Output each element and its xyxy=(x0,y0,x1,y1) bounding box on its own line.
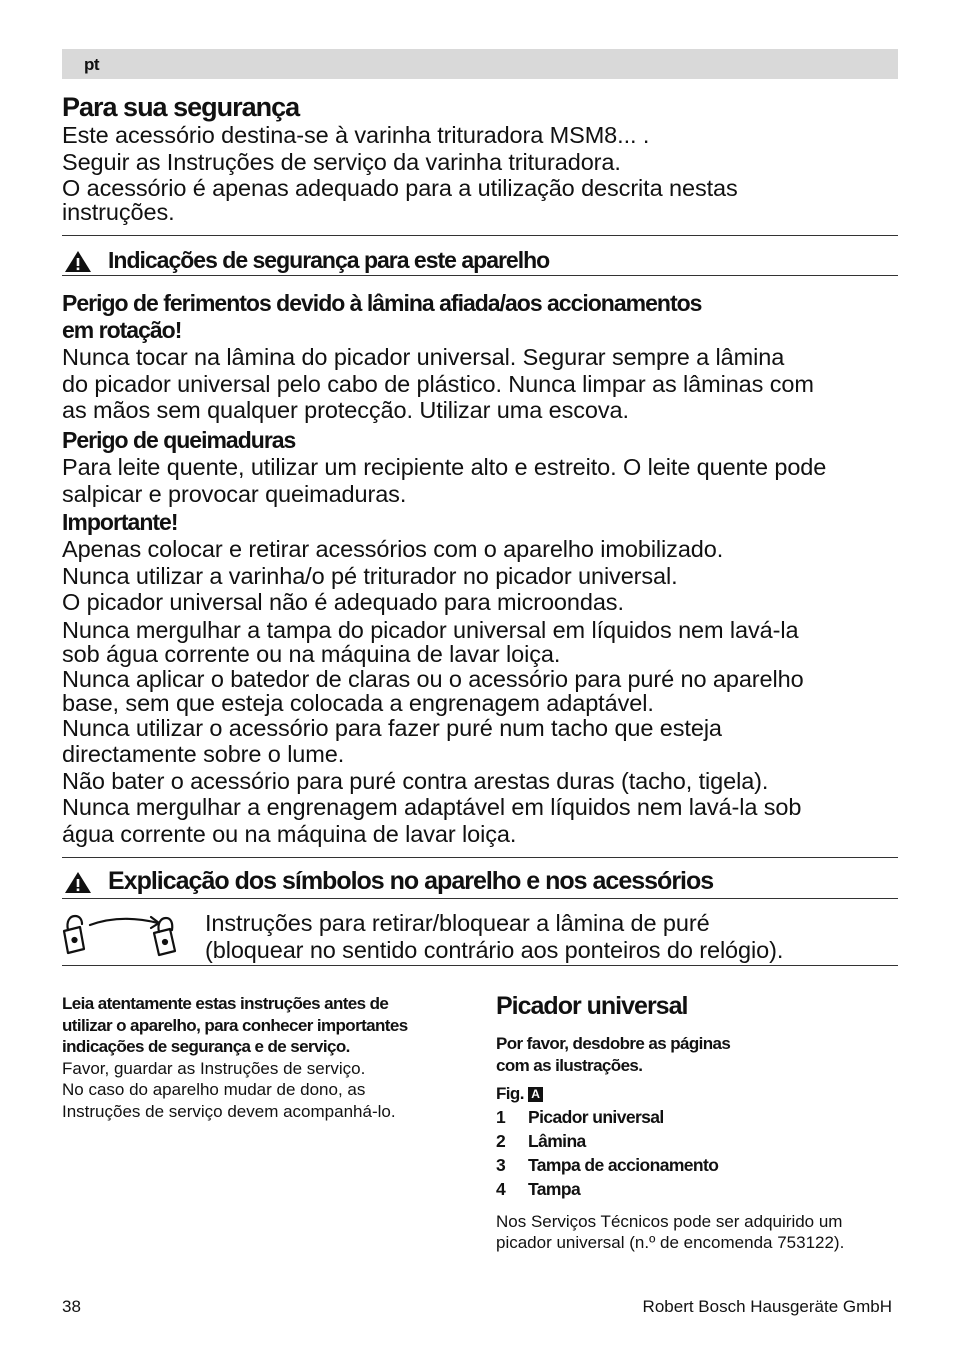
list-item xyxy=(496,1153,898,1177)
text-line: Favor, guardar as Instruções de serviço. xyxy=(62,1058,366,1078)
item-label: Tampa xyxy=(528,1178,581,1199)
indications-header xyxy=(62,247,549,274)
item-number: 3 xyxy=(496,1154,506,1175)
symbols-header xyxy=(62,868,713,895)
danger-injury-title: Perigo de ferimentos devido à lâmina afiada/aos accionamentos xyxy=(62,290,702,316)
item-number: 2 xyxy=(496,1130,506,1151)
page-number: 38 xyxy=(62,1297,81,1316)
text-line: Por favor, desdobre as páginas xyxy=(496,1034,731,1053)
lock-symbol-text xyxy=(205,910,783,963)
divider xyxy=(62,965,898,966)
text-line: Não bater o acessório para puré contra arestas duras (tacho, tigela). xyxy=(62,767,769,794)
text-line: Nunca aplicar o batedor de claras ou o acessório para puré no aparelho xyxy=(62,665,804,692)
text-line: instruções. xyxy=(62,198,175,225)
language-bar xyxy=(62,49,898,79)
list-item xyxy=(496,1129,898,1153)
text-line: com as ilustrações. xyxy=(496,1055,643,1075)
danger-burn-section xyxy=(62,427,826,507)
text-line: Este acessório destina-se à varinha trituradora MSM8... . xyxy=(62,122,650,148)
text-line: Nunca tocar na lâmina do picador universal. Segurar sempre a lâmina xyxy=(62,344,785,370)
safety-text xyxy=(62,122,738,225)
text-line: Nunca mergulhar a tampa do picador universal em líquidos nem lavá-la xyxy=(62,616,799,643)
text-line: Nos Serviços Técnicos pode ser adquirido um xyxy=(496,1211,843,1231)
fig-reference xyxy=(496,1083,898,1105)
important-title: Importante! xyxy=(62,509,178,535)
text-line: Instruções de serviço devem acompanhá-lo. xyxy=(62,1101,396,1121)
item-number: 4 xyxy=(496,1178,506,1199)
divider xyxy=(62,275,898,276)
divider xyxy=(62,898,898,899)
text-line: base, sem que esteja colocada a engrenagem adaptável. xyxy=(62,690,654,716)
danger-injury-title: em rotação! xyxy=(62,317,182,343)
item-label: Lâmina xyxy=(528,1130,586,1151)
text-line: directamente sobre o lume. xyxy=(62,741,345,767)
text-line: indicações de segurança e de serviço. xyxy=(62,1037,350,1056)
safety-title: Para sua segurança xyxy=(62,92,300,122)
left-column xyxy=(62,993,472,1122)
text-line: Nunca utilizar a varinha/o pé triturador no picador universal. xyxy=(62,562,678,589)
divider xyxy=(62,235,898,236)
language-code: pt xyxy=(84,55,100,74)
item-label: Tampa de accionamento xyxy=(528,1154,719,1175)
text-line: (bloquear no sentido contrário aos ponteiros do relógio). xyxy=(205,936,784,963)
danger-injury-section xyxy=(62,290,814,424)
fig-label: Fig. xyxy=(496,1084,524,1103)
text-line: No caso do aparelho mudar de dono, as xyxy=(62,1080,366,1099)
picador-title: Picador universal xyxy=(496,992,688,1020)
text-line: Instruções para retirar/bloquear a lâmina de puré xyxy=(205,910,710,936)
text-line: O picador universal não é adequado para microondas. xyxy=(62,589,624,615)
important-section xyxy=(62,509,804,847)
right-column xyxy=(496,991,898,1254)
text-line: O acessório é apenas adequado para a utilização descrita nestas xyxy=(62,175,738,201)
company-name: Robert Bosch Hausgeräte GmbH xyxy=(642,1297,892,1316)
list-item xyxy=(496,1105,898,1129)
text-line: do picador universal pelo cabo de plástico. Nunca limpar as lâminas com xyxy=(62,370,814,397)
text-line: as mãos sem qualquer protecção. Utilizar uma escova. xyxy=(62,397,629,423)
item-number: 1 xyxy=(496,1106,506,1127)
text-line: picador universal (n.º de encomenda 753122). xyxy=(496,1233,845,1252)
text-line: Nunca mergulhar a engrenagem adaptável em líquidos nem lavá-la sob xyxy=(62,794,802,820)
indications-title: Indicações de segurança para este aparelho xyxy=(108,247,550,273)
text-line: Apenas colocar e retirar acessórios com o aparelho imobilizado. xyxy=(62,536,724,562)
divider xyxy=(62,857,898,858)
text-line: Seguir as Instruções de serviço da varinha trituradora. xyxy=(62,148,621,175)
text-line: água corrente ou na máquina de lavar loiça. xyxy=(62,820,517,847)
warning-triangle-icon xyxy=(62,248,94,274)
text-line: Nunca utilizar o acessório para fazer puré num tacho que esteja xyxy=(62,714,722,741)
lock-unlock-rotate-icon xyxy=(60,909,182,959)
symbols-title: Explicação dos símbolos no aparelho e nos acessórios xyxy=(108,867,714,895)
text-line: Para leite quente, utilizar um recipiente alto e estreito. O leite quente pode xyxy=(62,454,827,480)
item-list xyxy=(496,1105,898,1201)
text-line: utilizar o aparelho, para conhecer importantes xyxy=(62,1015,408,1035)
list-item xyxy=(496,1177,898,1201)
danger-burn-title: Perigo de queimaduras xyxy=(62,427,296,453)
text-line: salpicar e provocar queimaduras. xyxy=(62,480,407,507)
fig-letter: A xyxy=(528,1087,543,1102)
text-line: Leia atentamente estas instruções antes de xyxy=(62,994,389,1013)
item-label: Picador universal xyxy=(528,1106,664,1127)
text-line: sob água corrente ou na máquina de lavar loiça. xyxy=(62,641,561,667)
warning-triangle-icon xyxy=(62,869,94,895)
